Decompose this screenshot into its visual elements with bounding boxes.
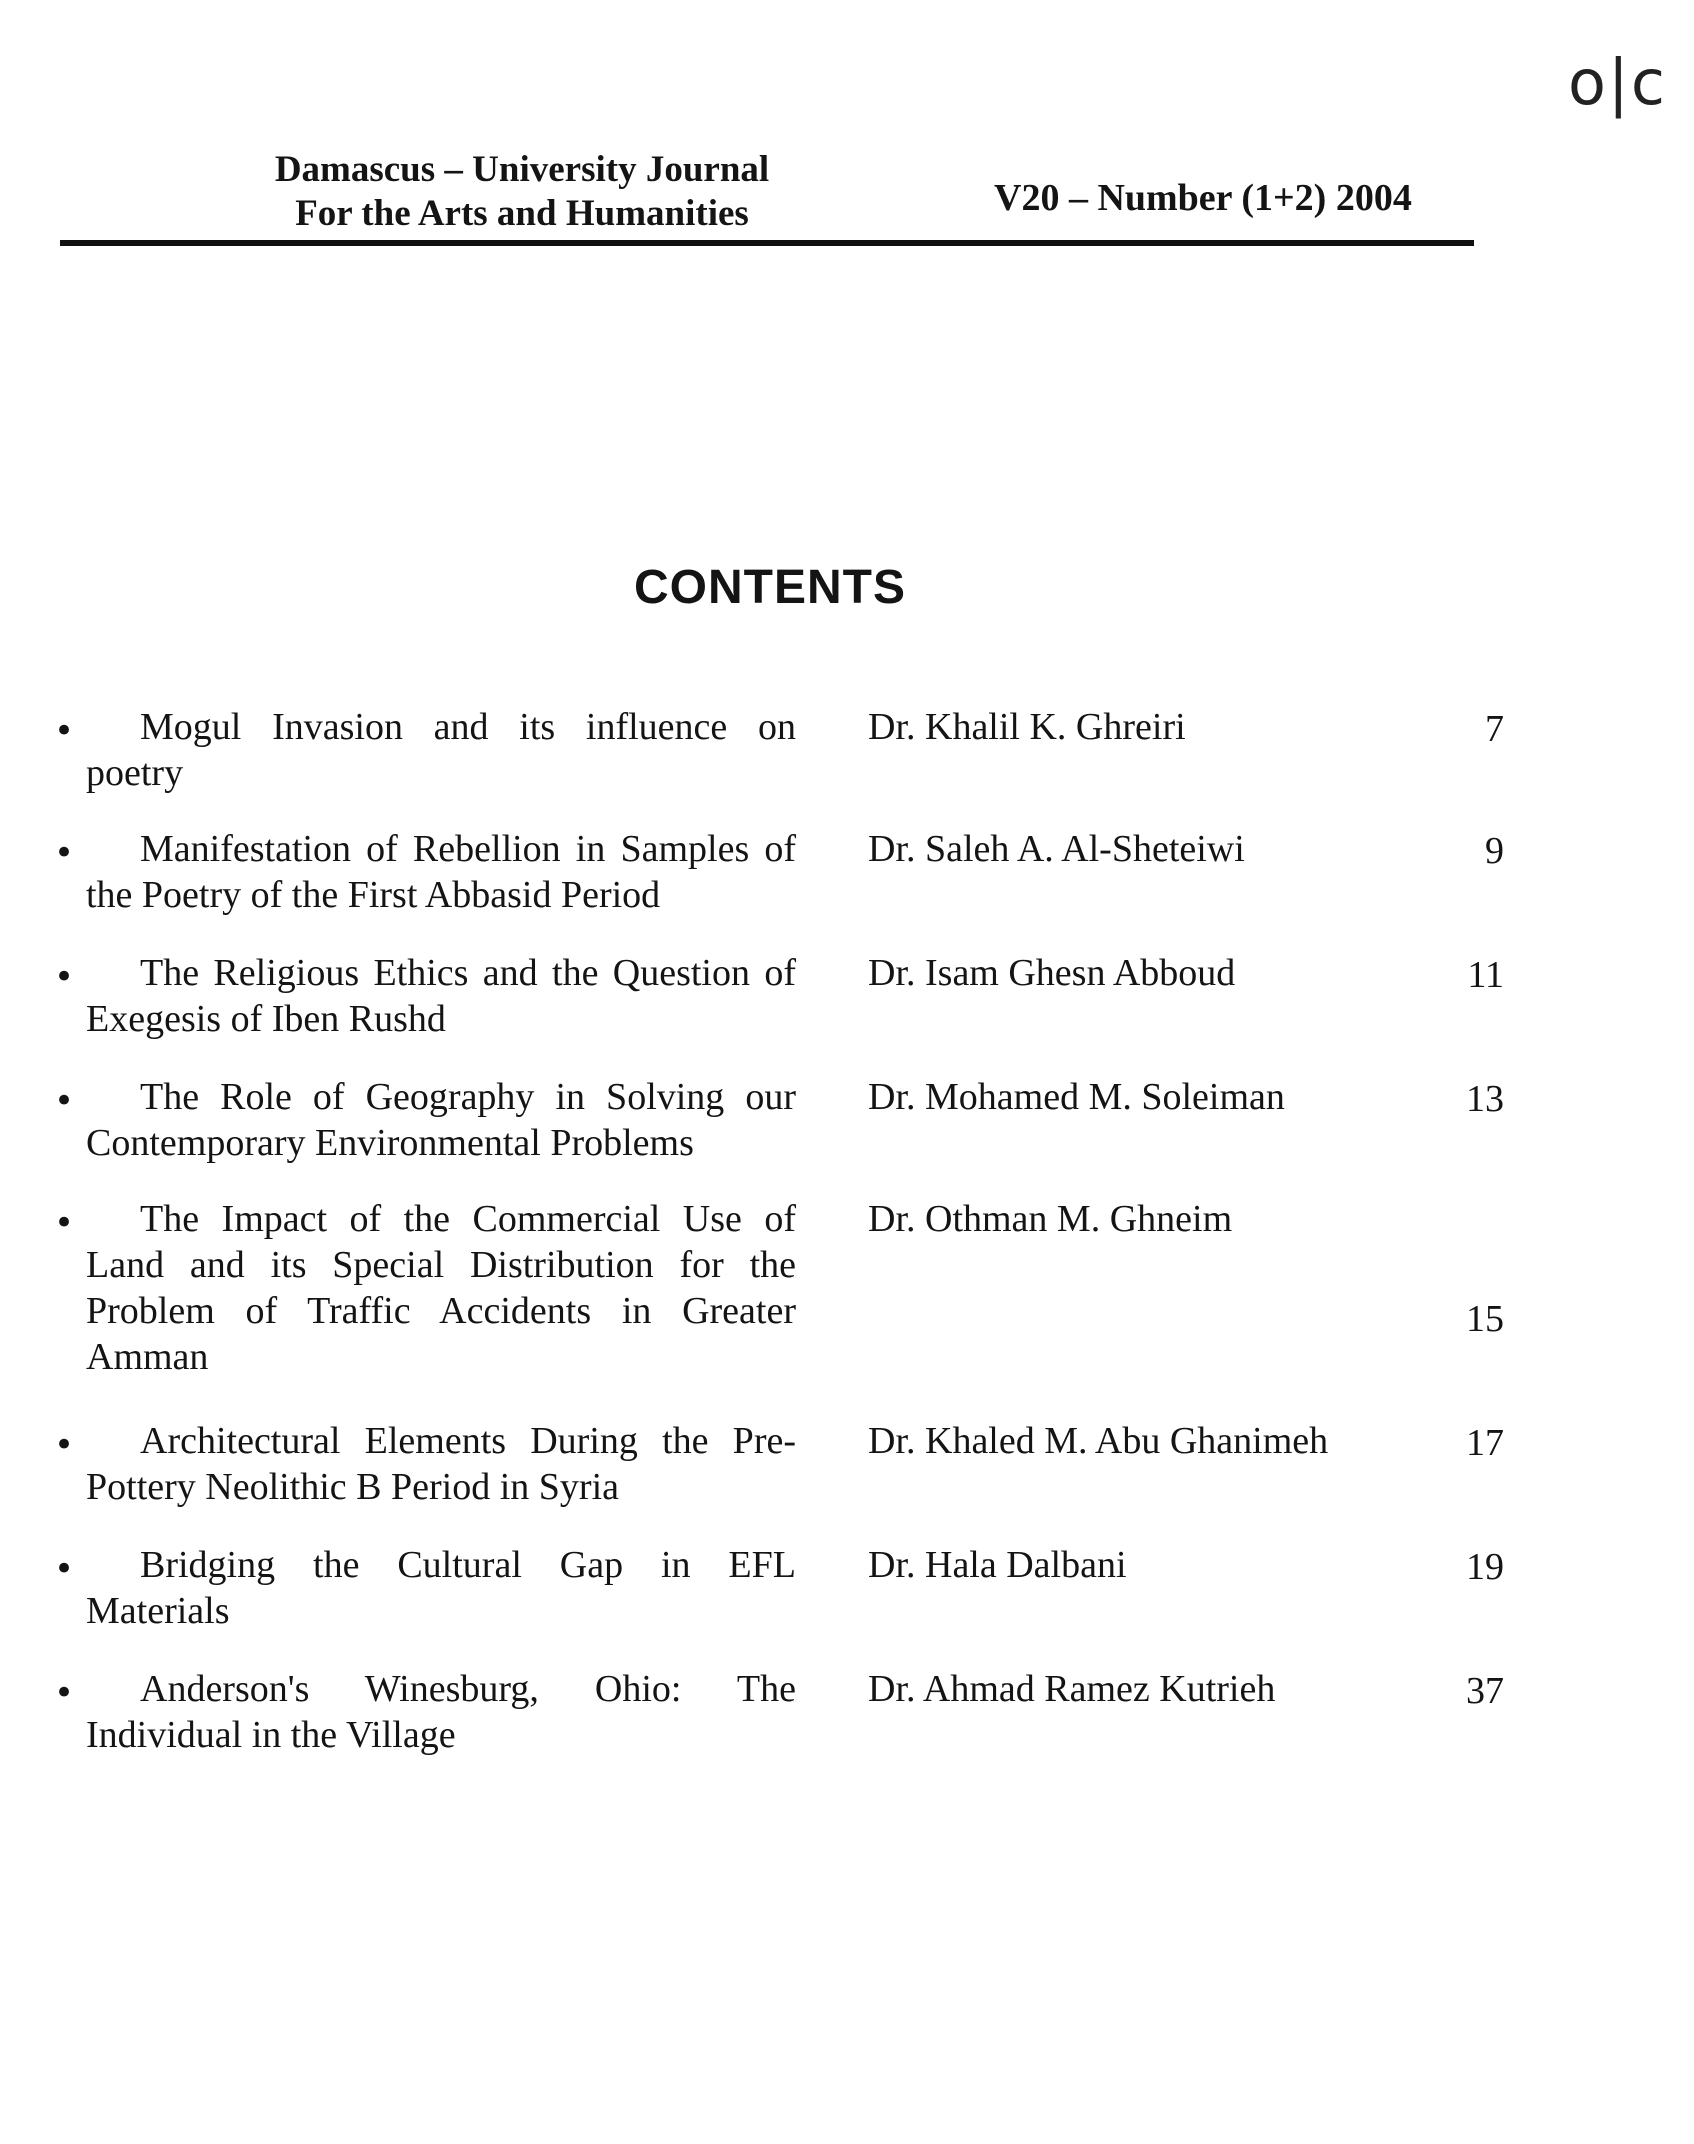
- article-page-number: 19: [1466, 1546, 1504, 1588]
- volume-number: V20 – Number (1+2) 2004: [994, 177, 1412, 219]
- article-title: The Role of Geography in Solving our Contemporary Environmental Problems: [86, 1076, 796, 1164]
- bullet-icon: •: [54, 1673, 75, 1713]
- article-title: The Religious Ethics and the Question of Exegesis of Iben Rushd: [86, 952, 796, 1040]
- bullet-icon: •: [54, 1425, 75, 1465]
- article-page-number: 9: [1485, 830, 1504, 872]
- article-page-number: 13: [1466, 1078, 1504, 1120]
- bullet-icon: •: [54, 1203, 75, 1243]
- article-page-number: 11: [1467, 954, 1504, 996]
- article-page-number: 15: [1466, 1298, 1504, 1340]
- article-author: Dr. Mohamed M. Soleiman: [868, 1076, 1285, 1118]
- journal-title: [252, 148, 792, 236]
- article-title: Mogul Invasion and its influence on poetry: [86, 706, 796, 794]
- article-author: Dr. Ahmad Ramez Kutrieh: [868, 1668, 1276, 1710]
- journal-title-line1: Damascus – University Journal: [274, 149, 770, 190]
- article-author: Dr. Saleh A. Al-Sheteiwi: [868, 828, 1245, 870]
- article-author: Dr. Othman M. Ghneim: [868, 1198, 1233, 1240]
- article-page-number: 37: [1466, 1670, 1504, 1712]
- bullet-icon: •: [54, 833, 75, 873]
- article-title: Architectural Elements During the Pre-Pottery Neolithic B Period in Syria: [86, 1420, 796, 1508]
- bullet-icon: •: [54, 711, 75, 751]
- article-title: Bridging the Cultural Gap in EFL Materials: [86, 1544, 796, 1632]
- journal-title-line2: For the Arts and Humanities: [295, 193, 749, 234]
- bullet-icon: •: [54, 1549, 75, 1589]
- article-title: The Impact of the Commercial Use of Land and its Special Distribution for the Problem of Traffic Accidents in Greater Amman: [86, 1198, 796, 1378]
- article-author: Dr. Isam Ghesn Abboud: [868, 952, 1236, 994]
- article-page-number: 17: [1466, 1422, 1504, 1464]
- bullet-icon: •: [54, 1081, 75, 1121]
- article-author: Dr. Khalil K. Ghreiri: [868, 706, 1186, 748]
- header-rule: [60, 240, 1474, 246]
- article-page-number: 7: [1485, 708, 1504, 750]
- handwritten-corner-mark: o|c: [1568, 46, 1667, 119]
- article-title: Anderson's Winesburg, Ohio: The Individual in the Village: [86, 1668, 796, 1756]
- article-author: Dr. Khaled M. Abu Ghanimeh: [868, 1420, 1329, 1462]
- bullet-icon: •: [54, 957, 75, 997]
- contents-heading: CONTENTS: [634, 561, 906, 614]
- article-title: Manifestation of Rebellion in Samples of the Poetry of the First Abbasid Period: [86, 828, 796, 916]
- article-author: Dr. Hala Dalbani: [868, 1544, 1127, 1586]
